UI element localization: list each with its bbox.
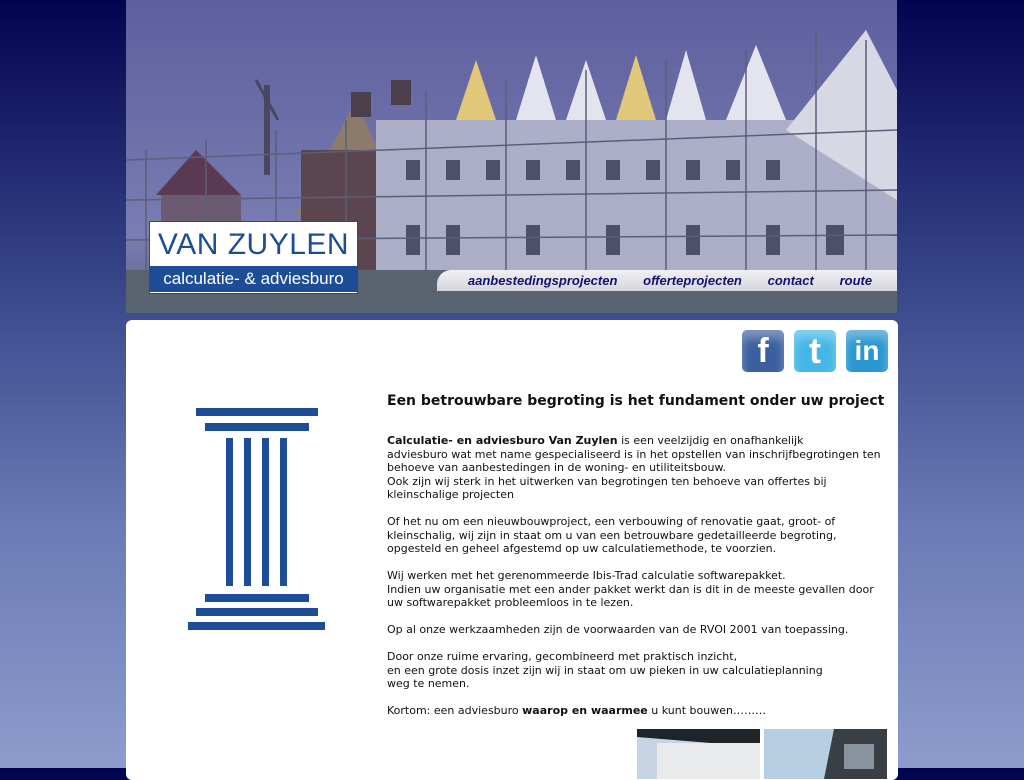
- project-thumbnail[interactable]: [637, 729, 760, 779]
- paragraph-closing: [387, 704, 887, 718]
- facebook-icon[interactable]: f: [742, 330, 784, 372]
- paragraph-rvoi: Op al onze werkzaamheden zijn de voorwaarden van de RVOI 2001 van toepassing.: [387, 623, 849, 636]
- intro-company: Calculatie- en adviesburo Van Zuylen: [387, 434, 618, 447]
- company-logo[interactable]: [149, 221, 358, 294]
- page-heading: Een betrouwbare begroting is het fundament onder uw project: [387, 393, 885, 409]
- main-nav: [437, 270, 897, 291]
- main-text: [387, 392, 887, 731]
- nav-route[interactable]: route: [839, 273, 873, 288]
- paragraph-experience: Door onze ruime ervaring, gecombineerd met praktisch inzicht, en een grote dosis inzet zijn wij in staat om uw pieken in uw calculatieplanning weg te nemen.: [387, 650, 823, 690]
- twitter-icon[interactable]: t: [794, 330, 836, 372]
- paragraph-projects: Of het nu om een nieuwbouwproject, een verbouwing of renovatie gaat, groot- of kleinschalig, wij zijn in staat om u van een betrouwbare gedetailleerde begroting, opgesteld en geheel afgestemd op uw calculatiemethode, te voorzien.: [387, 515, 837, 555]
- nav-offerteprojecten[interactable]: offerteprojecten: [643, 273, 742, 288]
- logo-tagline: calculatie- & adviesburo: [150, 266, 357, 292]
- logo-name: VAN ZUYLEN: [157, 228, 350, 261]
- intro-text: is een veelzijdig en onafhankelijk adviesburo wat met name gespecialiseerd is in het opstellen van inschrijfbegrotingen ten behoeve van aanbestedingen in de woning- en utiliteitsbouw. Ook zijn wij sterk in het uitwerken van begrotingen ten behoeve van offertes bij kleinschalige projecten: [387, 434, 881, 501]
- project-thumbnail[interactable]: [764, 729, 887, 779]
- paragraph-software: Wij werken met het gerenommeerde Ibis-Trad calculatie softwarepakket. Indien uw organisatie met een ander pakket werkt dan is dit in de meeste gevallen door uw softwarepakket probleemloos in te lezen.: [387, 569, 874, 609]
- linkedin-icon[interactable]: in: [846, 330, 888, 372]
- closing-pre: Kortom: een adviesburo: [387, 704, 523, 717]
- intro-paragraph: [387, 434, 887, 502]
- pillar-icon: [188, 408, 328, 633]
- closing-post: u kunt bouwen………: [647, 704, 766, 717]
- nav-contact[interactable]: contact: [767, 273, 814, 288]
- project-thumbnails: [637, 729, 887, 779]
- social-links: [742, 330, 888, 372]
- content-panel: [126, 320, 898, 780]
- nav-aanbestedingsprojecten[interactable]: aanbestedingsprojecten: [467, 273, 618, 288]
- closing-bold: waarop en waarmee: [522, 704, 648, 717]
